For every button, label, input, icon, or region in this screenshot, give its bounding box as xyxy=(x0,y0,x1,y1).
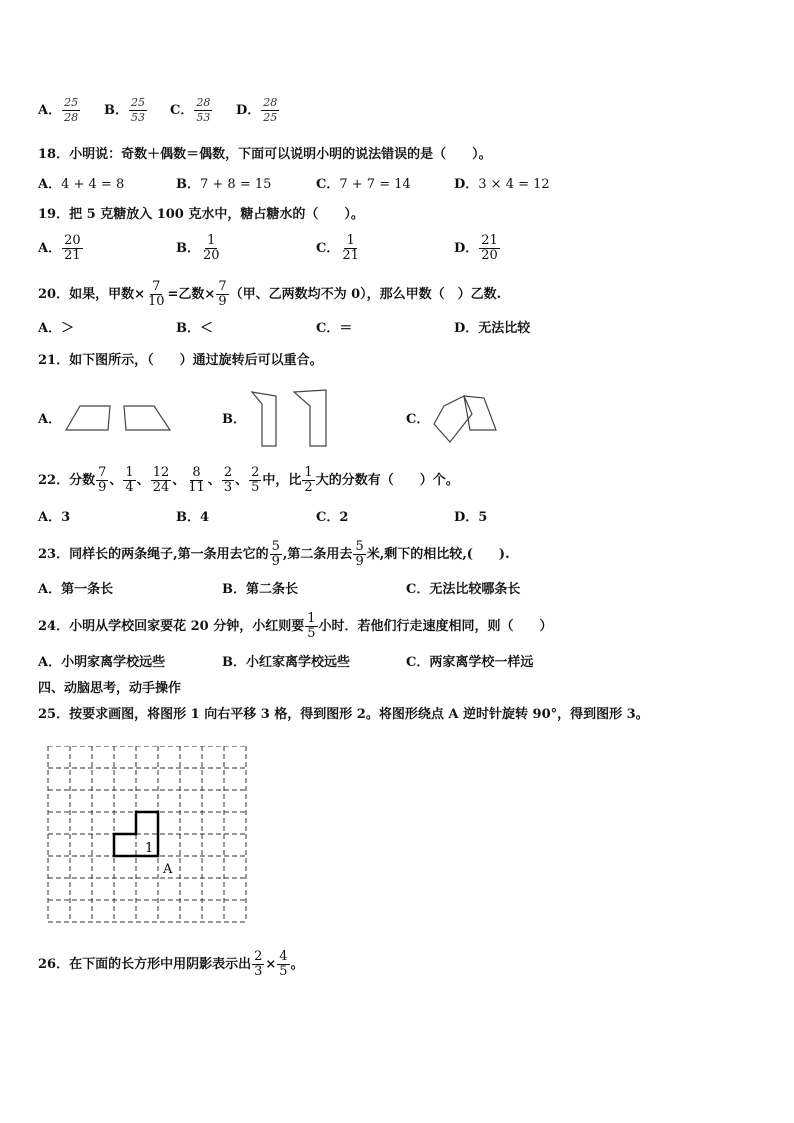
point-a-label: A xyxy=(163,862,173,877)
shape-right xyxy=(294,390,326,446)
q18-option-c[interactable]: C．7 + 7 = 14 xyxy=(316,177,411,192)
q22-option-b[interactable]: B．4 xyxy=(176,510,210,525)
q19-option-b[interactable]: B． $\frac{1}{20}$ xyxy=(176,233,220,263)
figure-1-label: 1 xyxy=(145,841,154,856)
q19-option-a[interactable]: A． $\frac{20}{21}$ xyxy=(38,233,81,263)
q17-option-a[interactable]: A． $\frac{25}{28}$ xyxy=(38,96,79,124)
q21-option-a-shapes xyxy=(60,400,180,436)
q23-stem: 23．同样长的两条绳子,第一条用去它的 $\frac{5}{9}$ ,第二条用去 $\frac{5}{9}$ 米,剩下的相比较,( ). xyxy=(38,539,510,569)
q24-option-a[interactable]: A．小明家离学校远些 xyxy=(38,655,166,670)
q23-option-a[interactable]: A．第一条长 xyxy=(38,582,114,597)
q20-stem: 20．如果，甲数× $\frac{7}{10}$ =乙数× $\frac{7}{9}$ （甲、乙两数均不为 0），那么甲数（ ）乙数. xyxy=(38,279,502,309)
q25-stem: 25．按要求画图，将图形 1 向右平移 3 格，得到图形 2。将图形绕点 A 逆时针旋转 90°，得到图形 3。 xyxy=(38,707,649,722)
q17-option-d[interactable]: D． $\frac{28}{25}$ xyxy=(236,96,278,124)
pentagon-left xyxy=(434,396,472,442)
q21-option-b-label[interactable]: B． xyxy=(222,412,246,427)
q22-option-d[interactable]: D．5 xyxy=(454,510,488,525)
q26-stem: 26．在下面的长方形中用阴影表示出 $\frac{2}{3}$ × $\frac{4}{5}$ 。 xyxy=(38,949,304,979)
q17-b-fraction: $\frac{25}{53}$ xyxy=(131,96,145,124)
q22-option-c[interactable]: C．2 xyxy=(316,510,349,525)
shape-left xyxy=(252,392,276,446)
q19-stem: 19．把 5 克糖放入 100 克水中，糖占糖水的（ ）。 xyxy=(38,207,364,222)
q18-option-d[interactable]: D．3 × 4 = 12 xyxy=(454,177,550,192)
q21-option-b-shapes xyxy=(248,388,338,450)
q22-stem: 22．分数 $\frac{7}{9}$ 、 $\frac{1}{4}$ 、 $\frac{12}{24}$ 、 $\frac{8}{11}$ 、 $\frac{2}{3}$ 、 $\frac{2}{5}$ 中，比 $\frac{1}{2}$ 大的分数有（ ）个。 xyxy=(38,465,459,495)
section-4-heading: 四、动脑思考，动手操作 xyxy=(38,681,182,696)
q19-option-c[interactable]: C． $\frac{1}{21}$ xyxy=(316,233,359,263)
q23-option-b[interactable]: B．第二条长 xyxy=(222,582,299,597)
q17-c-fraction: $\frac{28}{53}$ xyxy=(196,96,211,124)
q20-fraction-2: $\frac{7}{9}$ xyxy=(218,279,227,309)
q17-option-b[interactable]: B． $\frac{25}{53}$ xyxy=(104,96,145,124)
q20-option-a[interactable]: A．＞ xyxy=(38,321,75,336)
q18-option-a[interactable]: A．4 + 4 = 8 xyxy=(38,177,125,192)
q20-option-c[interactable]: C．＝ xyxy=(316,321,353,336)
q17-d-fraction: $\frac{28}{25}$ xyxy=(263,96,278,124)
q18-option-b[interactable]: B．7 + 8 = 15 xyxy=(176,177,272,192)
q24-option-b[interactable]: B．小红家离学校远些 xyxy=(222,655,351,670)
q17-a-fraction: $\frac{25}{28}$ xyxy=(64,96,79,124)
q17-option-c[interactable]: C． $\frac{28}{53}$ xyxy=(170,96,211,124)
q20-option-b[interactable]: B．＜ xyxy=(176,321,214,336)
q24-option-c[interactable]: C．两家离学校一样远 xyxy=(406,655,534,670)
q18-stem: 18．小明说：奇数＋偶数＝偶数，下面可以说明小明的说法错误的是（ ）。 xyxy=(38,147,492,162)
q21-option-c-shapes xyxy=(430,390,510,446)
q21-option-a-label[interactable]: A． xyxy=(38,412,62,427)
dashed-grid xyxy=(48,746,246,922)
q20-fraction-1: $\frac{7}{10}$ xyxy=(147,279,165,309)
trapezoid-right xyxy=(124,406,170,430)
trapezoid-left xyxy=(66,406,110,430)
q24-stem: 24．小明从学校回家要花 20 分钟，小红则要 $\frac{1}{5}$ 小时．若他们行走速度相同，则（ ） xyxy=(38,611,553,641)
q21-option-c-label[interactable]: C． xyxy=(406,412,430,427)
q20-option-d[interactable]: D．无法比较 xyxy=(454,321,531,336)
q21-stem: 21．如下图所示，（ ）通过旋转后可以重合。 xyxy=(38,353,323,368)
q19-option-d[interactable]: D． $\frac{21}{20}$ xyxy=(454,233,498,263)
quad-right xyxy=(464,396,496,430)
q22-option-a[interactable]: A．3 xyxy=(38,510,71,525)
q25-grid-figure[interactable] xyxy=(46,746,250,926)
q23-option-c[interactable]: C．无法比较哪条长 xyxy=(406,582,521,597)
